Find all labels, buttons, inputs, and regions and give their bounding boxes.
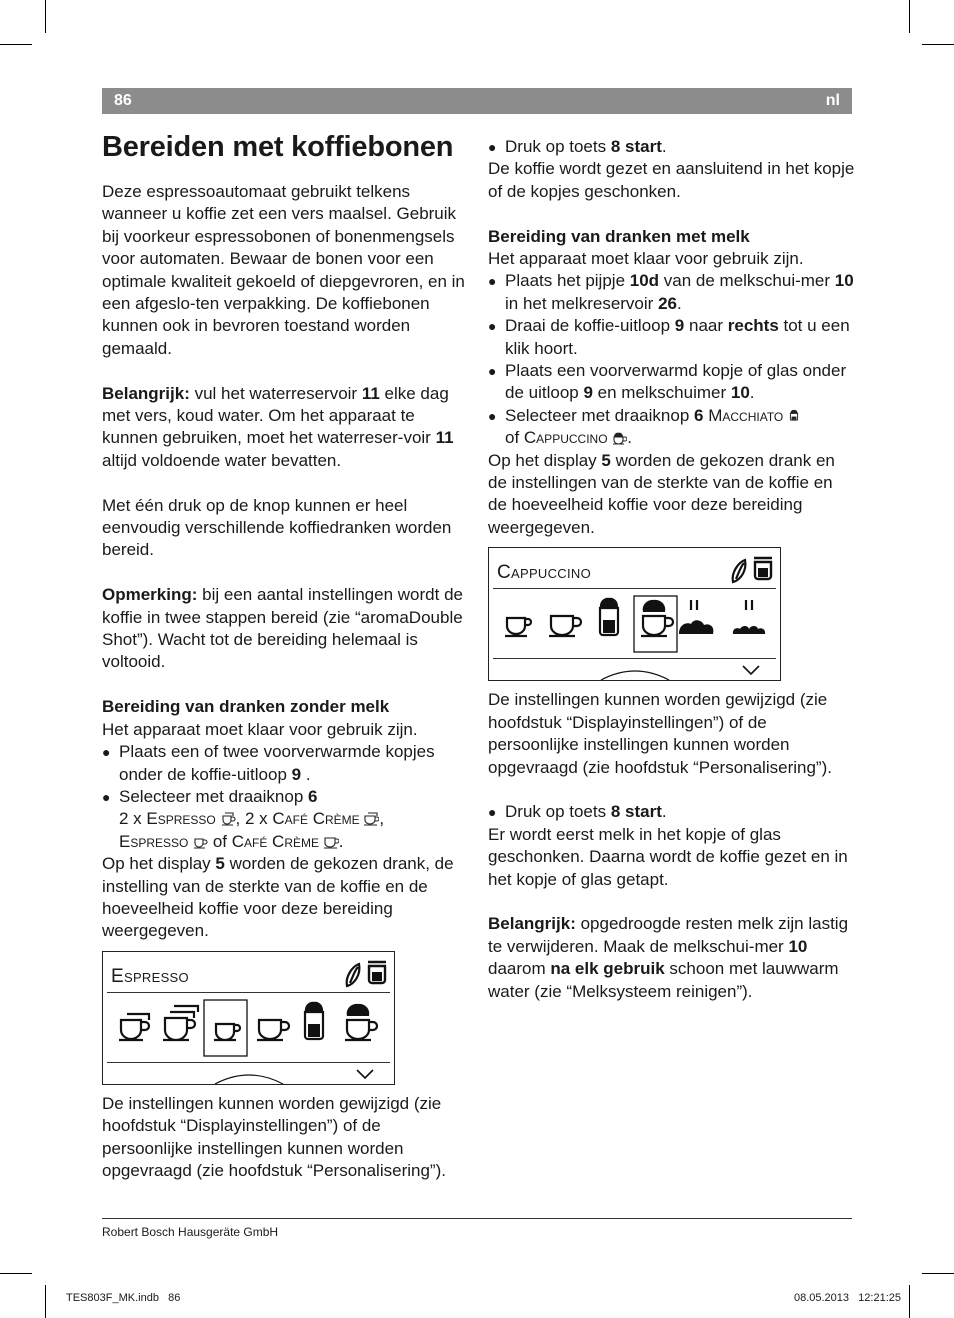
crop-mark (0, 1273, 32, 1274)
intro-paragraph: Deze espressoautomaat gebruikt telkens wanneer u koffie zet een vers maalsel. Gebruik bij voorkeur espressobonen of bonenmengsels voor automaten. Bewaar de bonen voor een optimale kwaliteit gekoeld of diepgevroren, en in een afgeslo-ten verpakking. De koffiebonen kunnen ook in bevroren toestand worden gemaald. (102, 182, 465, 358)
bullet-press-start: ● Druk op toets 8 start. (488, 136, 856, 158)
cappuccino-display-panel (488, 547, 781, 681)
drink-selection-icons (115, 998, 385, 1060)
crop-mark (909, 1285, 910, 1318)
settings-paragraph: De instellingen kunnen worden gewijzigd (zie hoofdstuk “Displayinstellingen”) of de persoonlijke instellingen kunnen worden opgevraagd (zie hoofdstuk “Personalisering”). (488, 690, 832, 777)
display-drink-label: Espresso (111, 965, 189, 987)
one-touch-paragraph: Met één druk op de knop kunnen er heel eenvoudig verschillende koffiedranken worden bereid. (102, 495, 452, 560)
bullet-select-milk-drink: ● Selecteer met draaiknop 6 Macchiato of Cappuccino . (488, 405, 856, 450)
bullet-place-pipe: ● Plaats het pijpje 10d van de melkschui-mer 10 in het melkreservoir 26. (488, 270, 856, 315)
footer-company: Robert Bosch Hausgeräte GmbH (102, 1225, 279, 1239)
right-column (488, 136, 856, 1003)
section-heading-with-milk: Bereiding van dranken met melk (488, 226, 750, 246)
important-paragraph: Belangrijk: vul het waterreservoir 11 elke dag met vers, koud water. Om het apparaat te kunnen gebruiken, moet het waterreser-voir 11 altijd voldoende water bevatten. (102, 383, 454, 470)
page-header-bar (102, 88, 852, 114)
ready-paragraph: Het apparaat moet klaar voor gebruik zijn. (102, 719, 418, 739)
language-code: nl (825, 92, 840, 109)
milk-drink-selection-icons (501, 594, 771, 656)
display-separator (493, 658, 776, 659)
important-milk-paragraph: Belangrijk: opgedroogde resten melk zijn lastig te verwijderen. Maak de melkschui-mer 10 daarom na elk gebruik schoon met lauwwarm water (zie “Melksysteem reinigen”). (488, 914, 849, 1001)
bullet-place-cups: ● Plaats een of twee voorverwarmde kopjes onder de koffie-uitloop 9 . (102, 741, 470, 786)
display-drink-label: Cappuccino (497, 562, 592, 584)
display-paragraph: Op het display 5 worden de gekozen drank, de instelling van de sterkte van de koffie en de hoeveelheid koffie voor deze bereiding weergegeven. (102, 854, 454, 941)
selection-arc (599, 666, 671, 680)
selection-arc (213, 1070, 285, 1084)
display-separator (493, 588, 776, 589)
print-slug-date: 08.05.2013 12:21:25 (793, 1292, 901, 1304)
bullet-turn-spout: ● Draai de koffie-uitloop 9 naar rechts tot u een klik hoort. (488, 315, 856, 360)
cappuccino-icon (612, 431, 627, 445)
espresso-icon (193, 835, 208, 849)
milk-first-paragraph: Er wordt eerst melk in het kopje of glas geschonken. Daarna wordt de koffie gezet en in het kopje of glas getapt. (488, 824, 848, 889)
display-separator (107, 1062, 390, 1063)
double-cafe-creme-icon (364, 812, 379, 826)
page-title: Bereiden met koffiebonen (102, 131, 454, 163)
brewing-paragraph: De koffie wordt gezet en aansluitend in het kopje of de kopjes geschonken. (488, 159, 855, 201)
settings-paragraph: De instellingen kunnen worden gewijzigd (zie hoofdstuk “Displayinstellingen”) of de persoonlijke instellingen kunnen worden opgevraagd (zie hoofdstuk “Personalisering”). (102, 1093, 446, 1180)
print-slug-file: TES803F_MK.indb 86 (66, 1292, 181, 1304)
note-paragraph: Opmerking: bij een aantal instellingen wordt de koffie in twee stappen bereid (zie “aromaDouble Shot”). Wacht tot de bereiding helemaal is voltooid. (102, 585, 463, 672)
left-column (102, 181, 470, 1182)
macchiato-icon (788, 407, 800, 423)
double-espresso-icon (221, 812, 236, 826)
espresso-display-panel (102, 951, 395, 1085)
crop-mark (0, 44, 32, 45)
crop-mark (909, 0, 910, 33)
bullet-press-start-2: ● Druk op toets 8 start. (488, 801, 856, 823)
chevron-down-icon[interactable] (355, 1068, 375, 1080)
cafe-creme-icon (324, 835, 339, 849)
footer-rule (102, 1218, 852, 1219)
section-heading-no-milk: Bereiding van dranken zonder melk (102, 697, 390, 717)
strength-and-glass-icon (729, 556, 779, 584)
display-separator (107, 992, 390, 993)
crop-mark (45, 0, 46, 33)
strength-and-glass-icon (343, 960, 393, 988)
display-paragraph: Op het display 5 worden de gekozen drank en de instellingen van de sterkte van de koffie en de hoeveelheid koffie voor deze bereiding weergegeven. (488, 450, 835, 537)
crop-mark (922, 1273, 954, 1274)
crop-mark (45, 1285, 46, 1318)
bullet-place-glass: ● Plaats een voorverwarmd kopje of glas onder de uitloop 9 en melkschuimer 10. (488, 360, 856, 405)
bullet-select-drink: ● Selecteer met draaiknop 6 2 x Espresso , 2 x Café Crème , Espresso of Café Crème . (102, 786, 470, 853)
chevron-down-icon[interactable] (741, 664, 761, 676)
ready-paragraph: Het apparaat moet klaar voor gebruik zijn. (488, 249, 804, 269)
crop-mark (922, 44, 954, 45)
page-number: 86 (114, 92, 132, 109)
